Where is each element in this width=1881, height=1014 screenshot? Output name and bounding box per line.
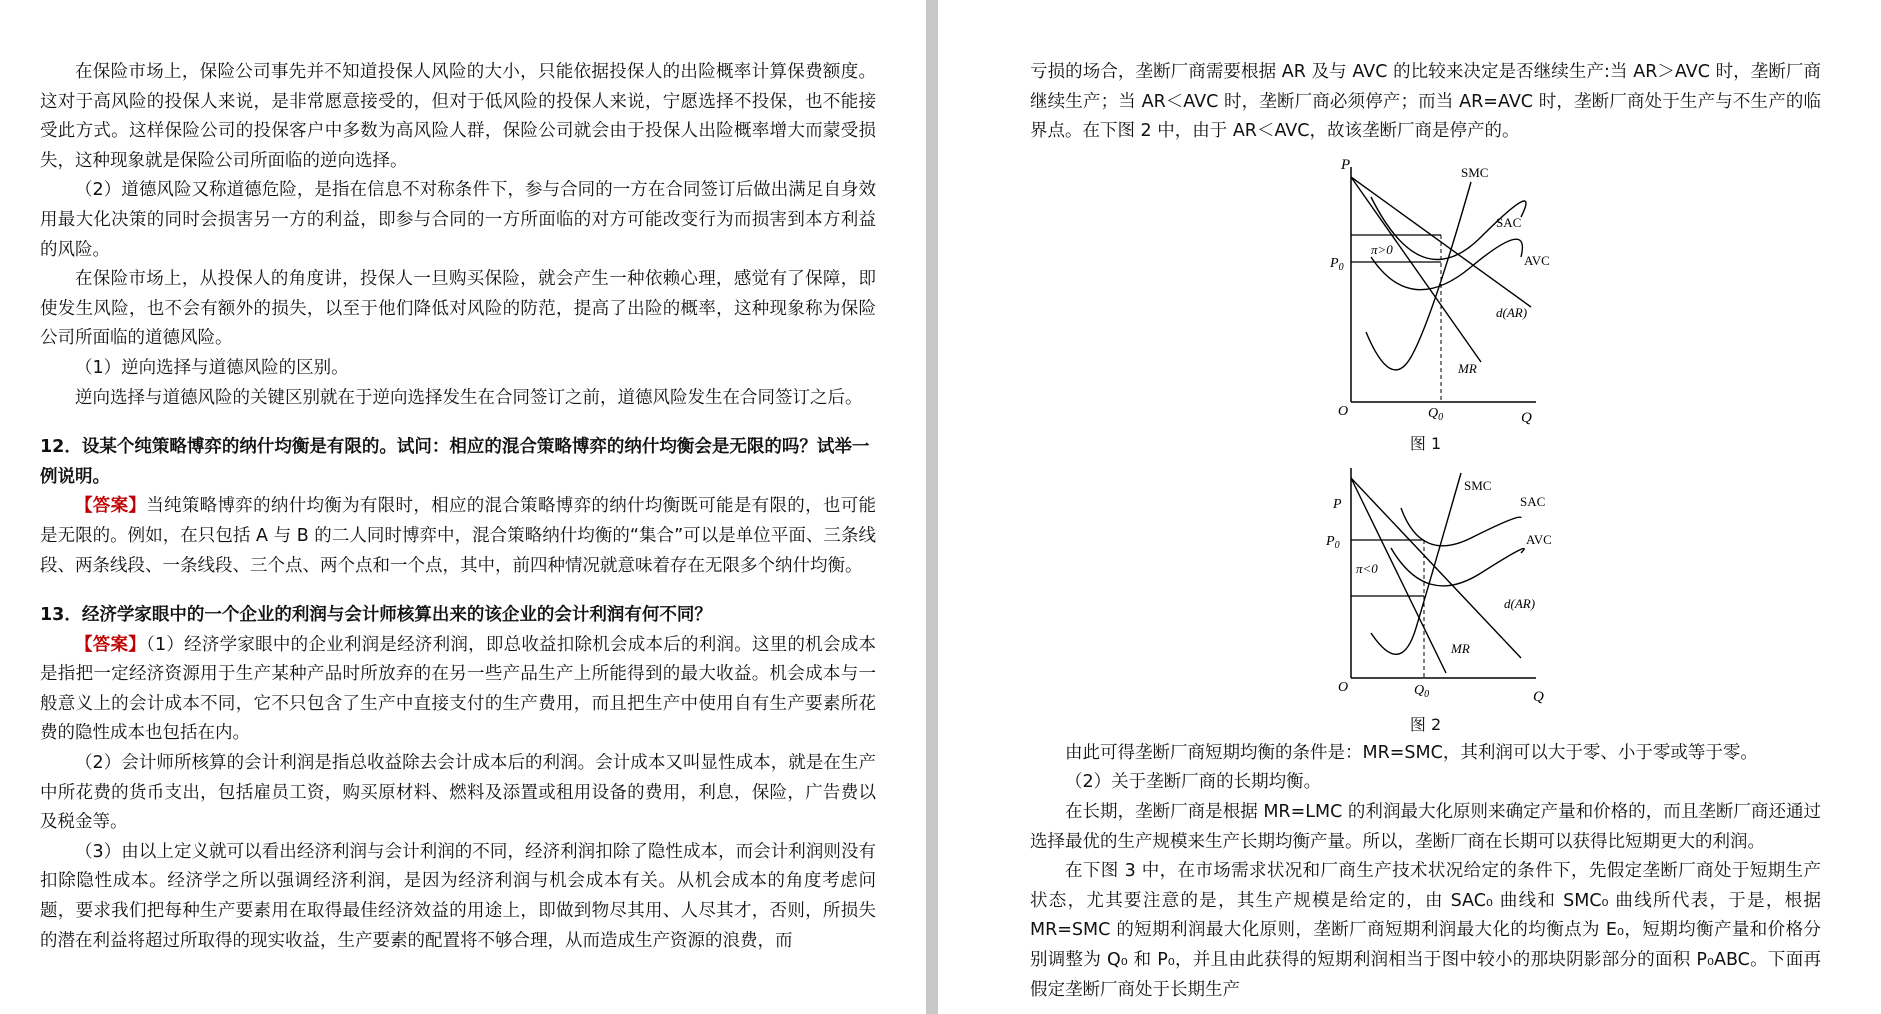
smc-label: SMC (1463, 477, 1491, 493)
axis-label-q: Q (1532, 688, 1544, 705)
answer-12 (40, 492, 876, 581)
profit-label: π>0 (1370, 241, 1393, 257)
dar-label: d(AR) (1503, 595, 1535, 611)
figure-2 (1030, 458, 1821, 735)
q0-label: $Q_0$ (1427, 405, 1443, 423)
page-gutter (926, 0, 938, 1014)
answer-text: 当纯策略博弈的纳什均衡为有限时，相应的混合策略博弈的纳什均衡既可能是有限的，也可能是无限的。例如，在只包括 A 与 B 的二人同时博弈中，混合策略纳什均衡的“集合”可以是单位平面、三条线段、两条线段、一条线段、三个点、两个点和一个点，其中，前四种情况就意味着存在无限多个纳什均衡。 (40, 496, 877, 576)
paragraph: 在保险市场上，从投保人的角度讲，投保人一旦购买保险，就会产生一种依赖心理，感觉有了保障，即使发生风险，也不会有额外的损失，以至于他们降低对风险的防范，提高了出险的概率，这种现象称为保险公司所面临的道德风险。 (40, 269, 876, 349)
answer-text: （1）经济学家眼中的企业利润是经济利润，即总收益扣除机会成本后的利润。这里的机会成本是指把一定经济资源用于生产某种产品时所放弃的在另一些产品生产上所能得到的最大收益。机会成本与一般意义上的会计成本不同，它不只包含了生产中直接支付的生产费用，而且把生产中使用自有生产要素所花费的隐性成本也包括在内。 (40, 634, 877, 744)
mr-label: MR (1450, 640, 1470, 656)
smc-label: SMC (1460, 164, 1488, 180)
paragraph: 在保险市场上，保险公司事先并不知道投保人风险的大小，只能依据投保人的出险概率计算保费额度。这对于高风险的投保人来说，是非常愿意接受的，但对于低风险的投保人来说，宁愿选择不投保，也不能接受此方式。这样保险公司的投保客户中多数为高风险人群，保险公司就会由于投保人出险概率增大而蒙受损失，这种现象就是保险公司所面临的逆向选择。 (40, 62, 876, 171)
answer-13 (40, 631, 876, 749)
q0-label: $Q_0$ (1413, 682, 1429, 700)
question-12: 12．设某个纯策略博弈的纳什均衡是有限的。试问：相应的混合策略博弈的纳什均衡会是无限的吗？试举一例说明。 (40, 437, 870, 487)
paragraph: 亏损的场合，垄断厂商需要根据 AR 及与 AVC 的比较来决定是否继续生产:当 AR＞AVC 时，垄断厂商继续生产；当 AR＜AVC 时，垄断厂商必须停产；而当 AR=AVC 时，垄断厂商处于生产与不生产的临界点。在下图 2 中，由于 AR＜AVC，故该垄断厂商是停产的。 (1030, 62, 1821, 142)
avc-label: AVC (1523, 252, 1550, 268)
axis-label-q: Q (1520, 409, 1532, 426)
paragraph: 逆向选择与道德风险的关键区别就在于逆向选择发生在合同签订之前，道德风险发生在合同签订之后。 (75, 387, 863, 408)
question-13: 13．经济学家眼中的一个企业的利润与会计师核算出来的该企业的会计利润有何不同？ (40, 605, 712, 626)
answer-tag: 【答案】 (75, 496, 147, 517)
paragraph: （2）关于垄断厂商的长期均衡。 (1065, 772, 1322, 793)
answer-tag: 【答案】 (75, 634, 146, 655)
paragraph: 在长期，垄断厂商是根据 MR=LMC 的利润最大化原则来确定产量和价格的，而且垄断厂商还通过选择最优的生产规模来生产长期均衡产量。所以，垄断厂商在长期可以获得比短期更大的利润。 (1030, 801, 1821, 852)
mr-label: MR (1457, 360, 1477, 376)
loss-label: π<0 (1355, 560, 1378, 576)
monopoly-profit-diagram (1296, 147, 1556, 427)
paragraph: 在下图 3 中，在市场需求状况和厂商生产技术状况给定的条件下，先假定垄断厂商处于短期生产状态，尤其要注意的是，其生产规模是给定的，由 SAC₀ 曲线和 SMC₀ 曲线所代表，于是，根据 MR=SMC 的短期利润最大化原则，垄断厂商短期利润最大化的均衡点为 E₀，短期均衡产量和价格分别调整为 Q₀ 和 P₀，并且由此获得的短期利润相当于图中较小的那块阴影部分的面积 P₀ABC。下面再假定垄断厂商处于长期生产 (1030, 861, 1821, 1000)
figure-2-caption: 图 2 (1409, 714, 1442, 734)
paragraph: （2）道德风险又称道德危险，是指在信息不对称条件下，参与合同的一方在合同签订后做出满足自身效用最大化决策的同时会损害另一方的利益，即参与合同的一方所面临的对方可能改变行为而损害到本方利益的风险。 (40, 180, 876, 260)
mr-curve (1351, 177, 1481, 362)
axis-label-p: P (1332, 496, 1342, 512)
paragraph: （3）由以上定义就可以看出经济利润与会计利润的不同，经济利润扣除了隐性成本，而会计利润则没有扣除隐性成本。经济学之所以强调经济利润，是因为经济利润与机会成本有关。从机会成本的角度考虑问题，要求我们把每种生产要素用在取得最佳经济效益的用途上，即做到物尽其用、人尽其才，否则，所损失的潜在利益将超过所取得的现实收益，生产要素的配置将不够合理，从而造成生产资源的浪费，而 (40, 841, 876, 951)
paragraph: （1）逆向选择与道德风险的区别。 (75, 357, 349, 378)
paragraph: 由此可得垄断厂商短期均衡的条件是：MR=SMC，其利润可以大于零、小于零或等于零。 (1065, 742, 1758, 763)
left-page (0, 0, 926, 1014)
axis-label-p: P (1340, 156, 1350, 173)
right-page (938, 0, 1881, 1014)
sac-label: SAC (1495, 214, 1521, 230)
dar-label: d(AR) (1495, 304, 1527, 320)
sac-label: SAC (1519, 493, 1545, 509)
origin-label: O (1337, 403, 1348, 419)
avc-curve (1391, 548, 1524, 586)
smc-curve (1371, 473, 1461, 654)
p0-label: $P_0$ (1329, 255, 1344, 273)
monopoly-loss-diagram (1296, 458, 1556, 708)
smc-curve (1366, 182, 1471, 370)
p0-label: $P_0$ (1325, 533, 1340, 551)
origin-label: O (1337, 679, 1348, 695)
avc-label: AVC (1525, 531, 1552, 547)
figure-1 (1030, 147, 1821, 454)
paragraph: （2）会计师所核算的会计利润是指总收益除去会计成本后的利润。会计成本又叫显性成本，就是在生产中所花费的货币支出，包括雇员工资，购买原材料、燃料及添置或租用设备的费用，利息，保险，广告费以及税金等。 (40, 753, 876, 833)
figure-1-caption: 图 1 (1409, 433, 1442, 453)
